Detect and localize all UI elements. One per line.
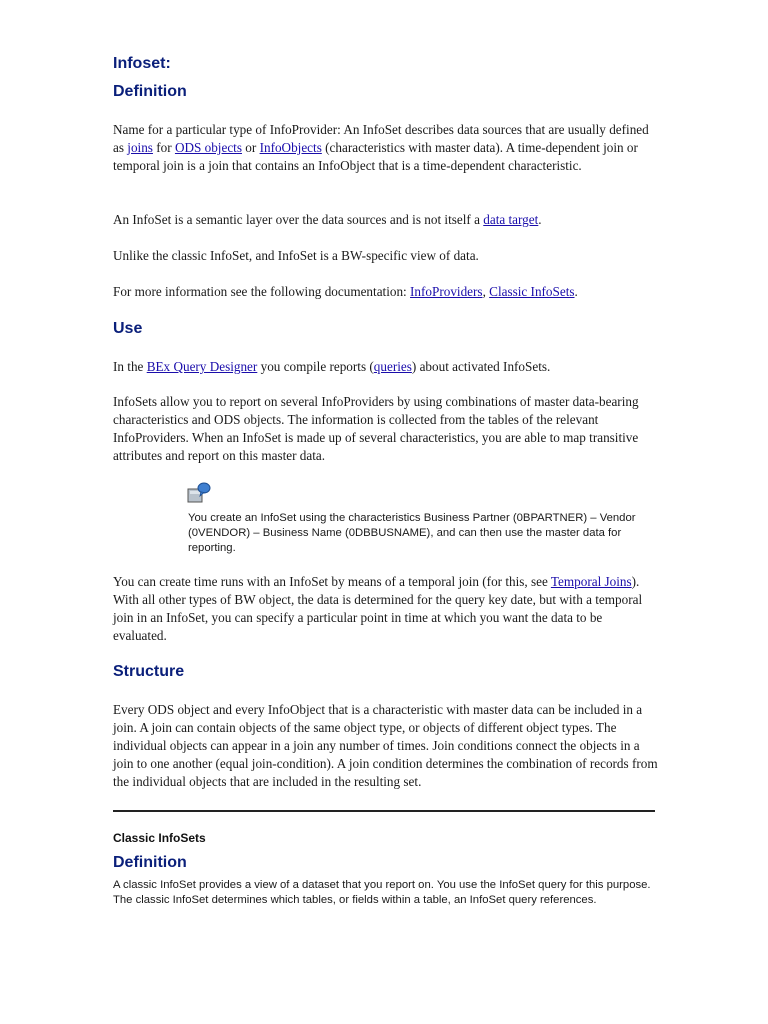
structure-paragraph — [113, 701, 658, 791]
text-run: In the — [113, 359, 147, 374]
use-paragraph-3 — [113, 573, 658, 645]
use-paragraph-1 — [113, 358, 658, 376]
example-note-icon — [187, 482, 211, 504]
classic-infosets-title: Classic InfoSets — [113, 831, 206, 845]
text-run: , — [482, 284, 490, 299]
definition-paragraph-1 — [113, 121, 658, 175]
link-infoobjects[interactable]: InfoObjects — [259, 140, 322, 155]
link-data-target[interactable]: data target — [483, 212, 539, 227]
link-ods-objects[interactable]: ODS objects — [174, 140, 242, 155]
text-run: You can create time runs with an InfoSet by means of a temporal join (for this, see — [113, 574, 551, 589]
text-run: An InfoSet is a semantic layer over the data sources and is not itself a — [113, 212, 484, 227]
classic-definition-paragraph: A classic InfoSet provides a view of a dataset that you report on. You use the InfoSet query for this purpose. The classic InfoSet determines which tables, or fields within a table, an InfoSet query references. — [113, 879, 651, 906]
text-run: Every ODS object and every InfoObject that is a characteristic with master data can be included in a join. A join can contain objects of the same object type, or objects of different object types. The individual objects can appear in a join any number of times. Join conditions connect the objects in a join to one another (equal join-condition). A join condition determines the combination of records from the individual objects that are included in the resulting set. — [113, 702, 658, 789]
link-queries[interactable]: queries — [373, 359, 412, 374]
text-run: For more information see the following documentation: — [113, 284, 411, 299]
text-run: (characteristics with master data). A time-dependent join or temporal join is a join that contains an InfoObject that is a time-dependent characteristic. — [113, 140, 638, 173]
text-run: . — [574, 284, 578, 299]
definition-heading: Definition — [113, 83, 187, 100]
structure-heading: Structure — [113, 663, 185, 680]
text-run: ). With all other types of BW object, the data is determined for the query key date, but with a temporal join in an InfoSet, you can specify a particular point in time at which you want the data to be evaluated. — [113, 574, 643, 643]
text-run: you compile reports ( — [257, 359, 374, 374]
text-run: . — [538, 212, 542, 227]
link-classic-infosets[interactable]: Classic InfoSets — [489, 284, 575, 299]
classic-definition-heading: Definition — [113, 854, 187, 871]
text-run: ) about activated InfoSets. — [411, 359, 551, 374]
text-run: InfoSets allow you to report on several InfoProviders by using combinations of master data-bearing characteristics and ODS objects. The information is collected from the tables of the relevant InfoProviders. When an InfoSet is made up of several characteristics, you are able to map transitive attributes and report on this master data. — [113, 394, 639, 463]
link-infoproviders[interactable]: InfoProviders — [410, 284, 483, 299]
definition-paragraph-4 — [113, 283, 658, 301]
definition-paragraph-3 — [113, 247, 658, 265]
use-paragraph-2 — [113, 393, 658, 465]
link-bex-query-designer[interactable]: BEx Query Designer — [146, 359, 258, 374]
link-joins[interactable]: joins — [127, 140, 153, 155]
text-run: Name for a particular type of InfoProvider: An InfoSet describes data sources that are usually defined as — [113, 122, 649, 155]
link-temporal-joins[interactable]: Temporal Joins — [550, 574, 632, 589]
text-run: for — [152, 140, 175, 155]
definition-paragraph-2 — [113, 211, 658, 229]
text-run: or — [241, 140, 260, 155]
text-run: Unlike the classic InfoSet, and InfoSet is a BW-specific view of data. — [113, 248, 479, 263]
use-heading: Use — [113, 320, 143, 337]
section-divider — [113, 810, 655, 812]
example-note-text: You create an InfoSet using the characteristics Business Partner (0BPARTNER) – Vendor (0VENDOR) – Business Name (0DBBUSNAME), and can then use the master data for reporting. — [188, 512, 636, 554]
page-title: Infoset: — [113, 55, 171, 72]
